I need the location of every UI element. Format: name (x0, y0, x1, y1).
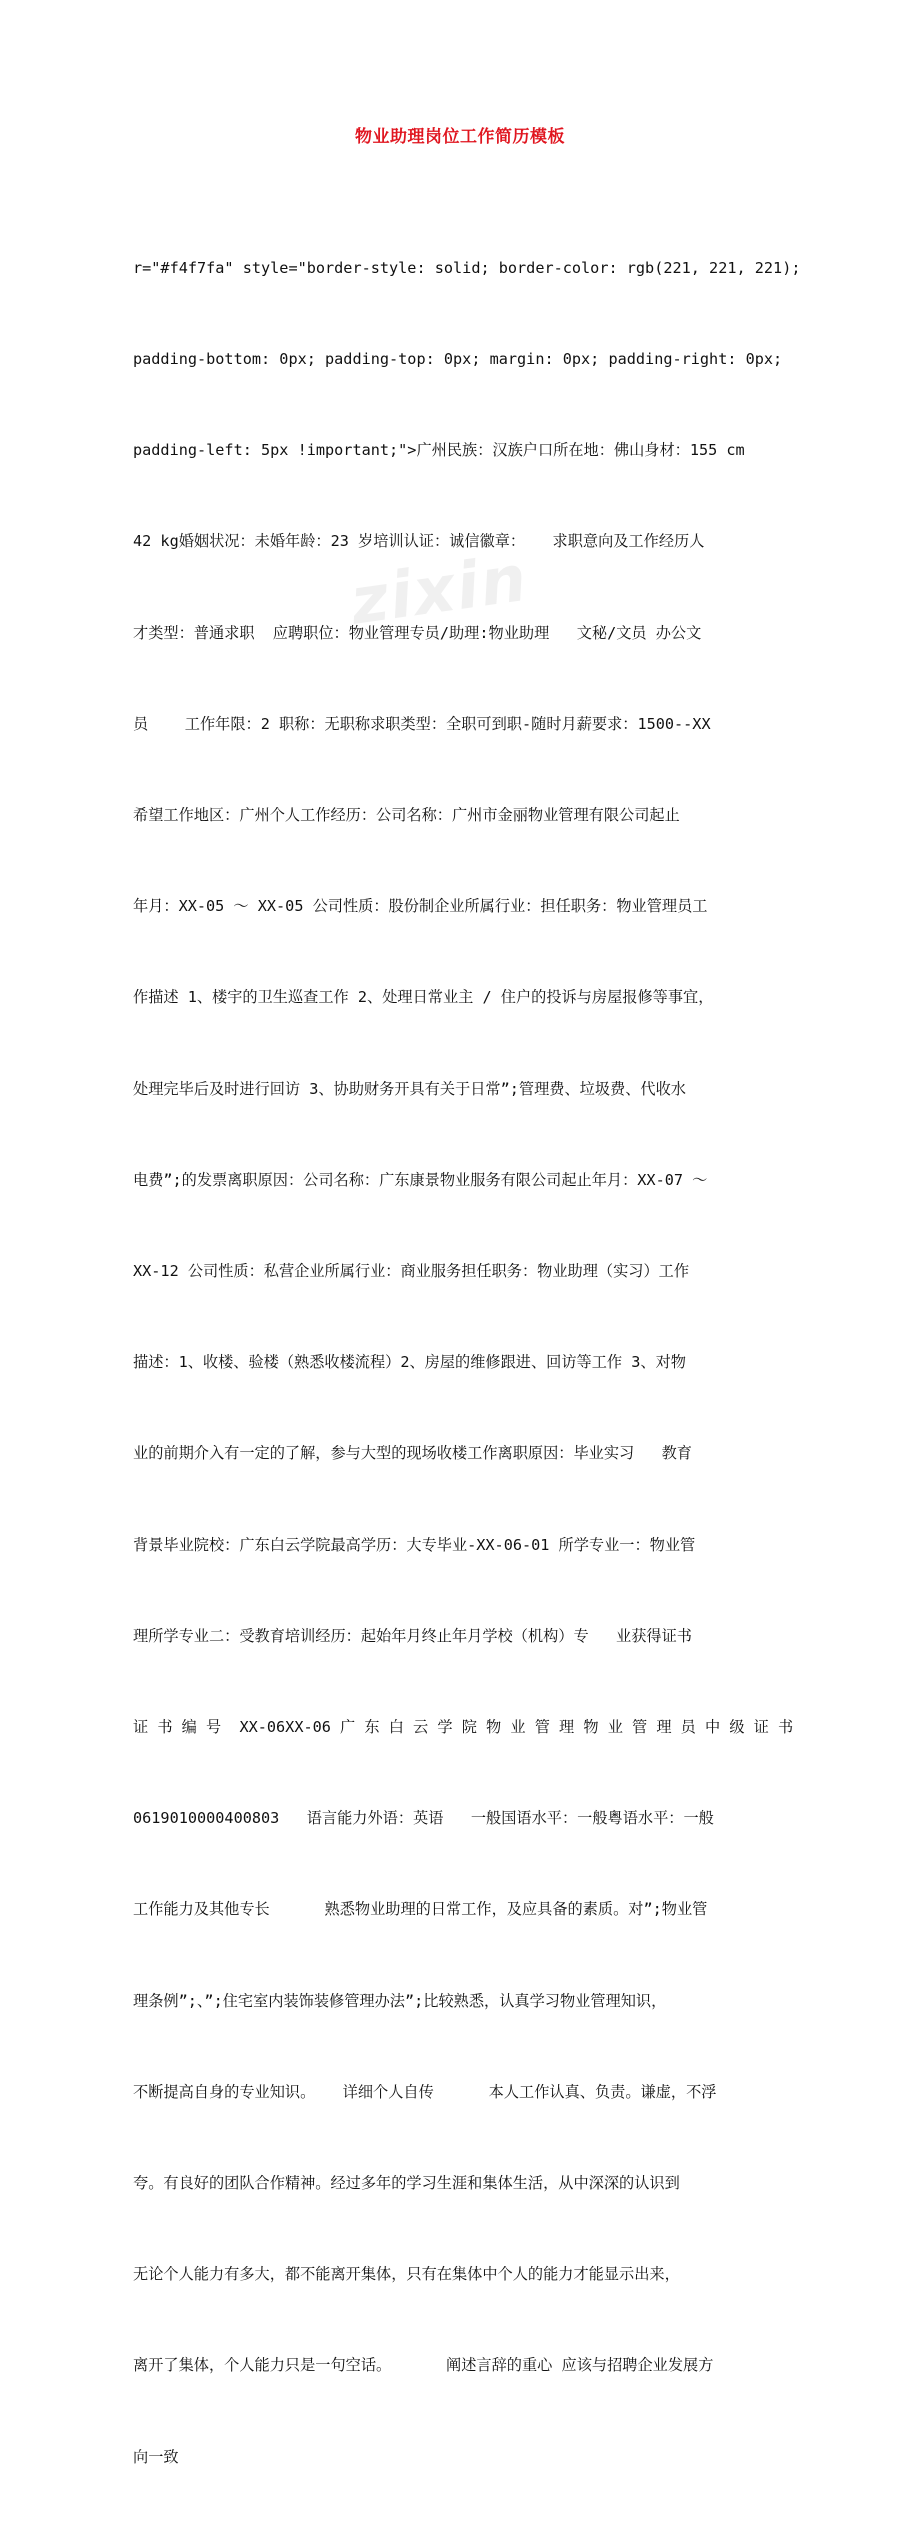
page-title: 物业助理岗位工作简历模板 (355, 127, 565, 147)
body-line: 夸。有良好的团队合作精神。经过多年的学习生涯和集体生活，从中深深的认识到 (133, 2174, 680, 2193)
body-line: 0619010000400803 语言能力外语：英语 一般国语水平：一般粤语水平：一般 (133, 1809, 714, 1828)
body-line: 向一致 (133, 2447, 179, 2466)
watermark: zixin (346, 541, 533, 640)
body-line: 不断提高自身的专业知识。 详细个人自传 本人工作认真、负责。谦虚，不浮 (133, 2082, 717, 2101)
body-line: XX-12 公司性质：私营企业所属行业：商业服务担任职务：物业助理（实习）工作 (133, 1262, 690, 1281)
body-line: padding-bottom: 0px; padding-top: 0px; margin: 0px; padding-right: 0px; (133, 350, 783, 369)
body-line: 年月：XX-05 ～ XX-05 公司性质：股份制企业所属行业：担任职务：物业管理员工 (133, 897, 708, 916)
body-line: 业的前期介入有一定的了解，参与大型的现场收楼工作离职原因：毕业实习 教育 (133, 1444, 692, 1463)
body-line: 理所学专业二：受教育培训经历：起始年月终止年月学校（机构）专 业获得证书 (133, 1626, 692, 1645)
resume-body (133, 192, 801, 2533)
body-line: 员 工作年限：2 职称：无职称求职类型：全职可到职-随时月薪要求：1500--XX (133, 714, 711, 733)
body-line: 描述：1、收楼、验楼（熟悉收楼流程）2、房屋的维修跟进、回访等工作 3、对物 (133, 1353, 686, 1372)
body-line: padding-left: 5px !important;">广州民族：汉族户口所在地：佛山身材：155 cm (133, 441, 745, 460)
body-line: 42 kg婚姻状况：未婚年龄：23 岁培训认证：诚信徽章： 求职意向及工作经历人 (133, 532, 705, 551)
body-line: 无论个人能力有多大，都不能离开集体，只有在集体中个人的能力才能显示出来， (133, 2265, 680, 2284)
body-line: 作描述 1、楼宇的卫生巡查工作 2、处理日常业主 / 住户的投诉与房屋报修等事宜， (133, 988, 714, 1007)
body-line: 背景毕业院校：广东白云学院最高学历：大专毕业-XX-06-01 所学专业一：物业管 (133, 1535, 696, 1554)
body-line: 工作能力及其他专长 熟悉物业助理的日常工作，及应具备的素质。对”;物业管 (133, 1900, 708, 1919)
body-line: 希望工作地区：广州个人工作经历：公司名称：广州市金丽物业管理有限公司起止 (133, 806, 680, 825)
body-line: 离开了集体，个人能力只是一句空话。 阐述言辞的重心 应该与招聘企业发展方 (133, 2356, 714, 2375)
body-line: 电费”;的发票离职原因：公司名称：广东康景物业服务有限公司起止年月：XX-07 ～ (133, 1170, 708, 1189)
body-line: 处理完毕后及时进行回访 3、协助财务开具有关于日常”;管理费、垃圾费、代收水 (133, 1079, 686, 1098)
body-line: 理条例”;、”;住宅室内装饰装修管理办法”;比较熟悉，认真学习物业管理知识， (133, 1991, 667, 2010)
body-line: 证 书 编 号 XX-06XX-06 广 东 白 云 学 院 物 业 管 理 物 业 管 理 员 中 级 证 书 (133, 1718, 794, 1737)
body-line: 才类型：普通求职 应聘职位：物业管理专员/助理:物业助理 文秘/文员 办公文 (133, 623, 702, 642)
body-line: r="#f4f7fa" style="border-style: solid; border-color: rgb(221, 221, 221); (133, 258, 801, 277)
